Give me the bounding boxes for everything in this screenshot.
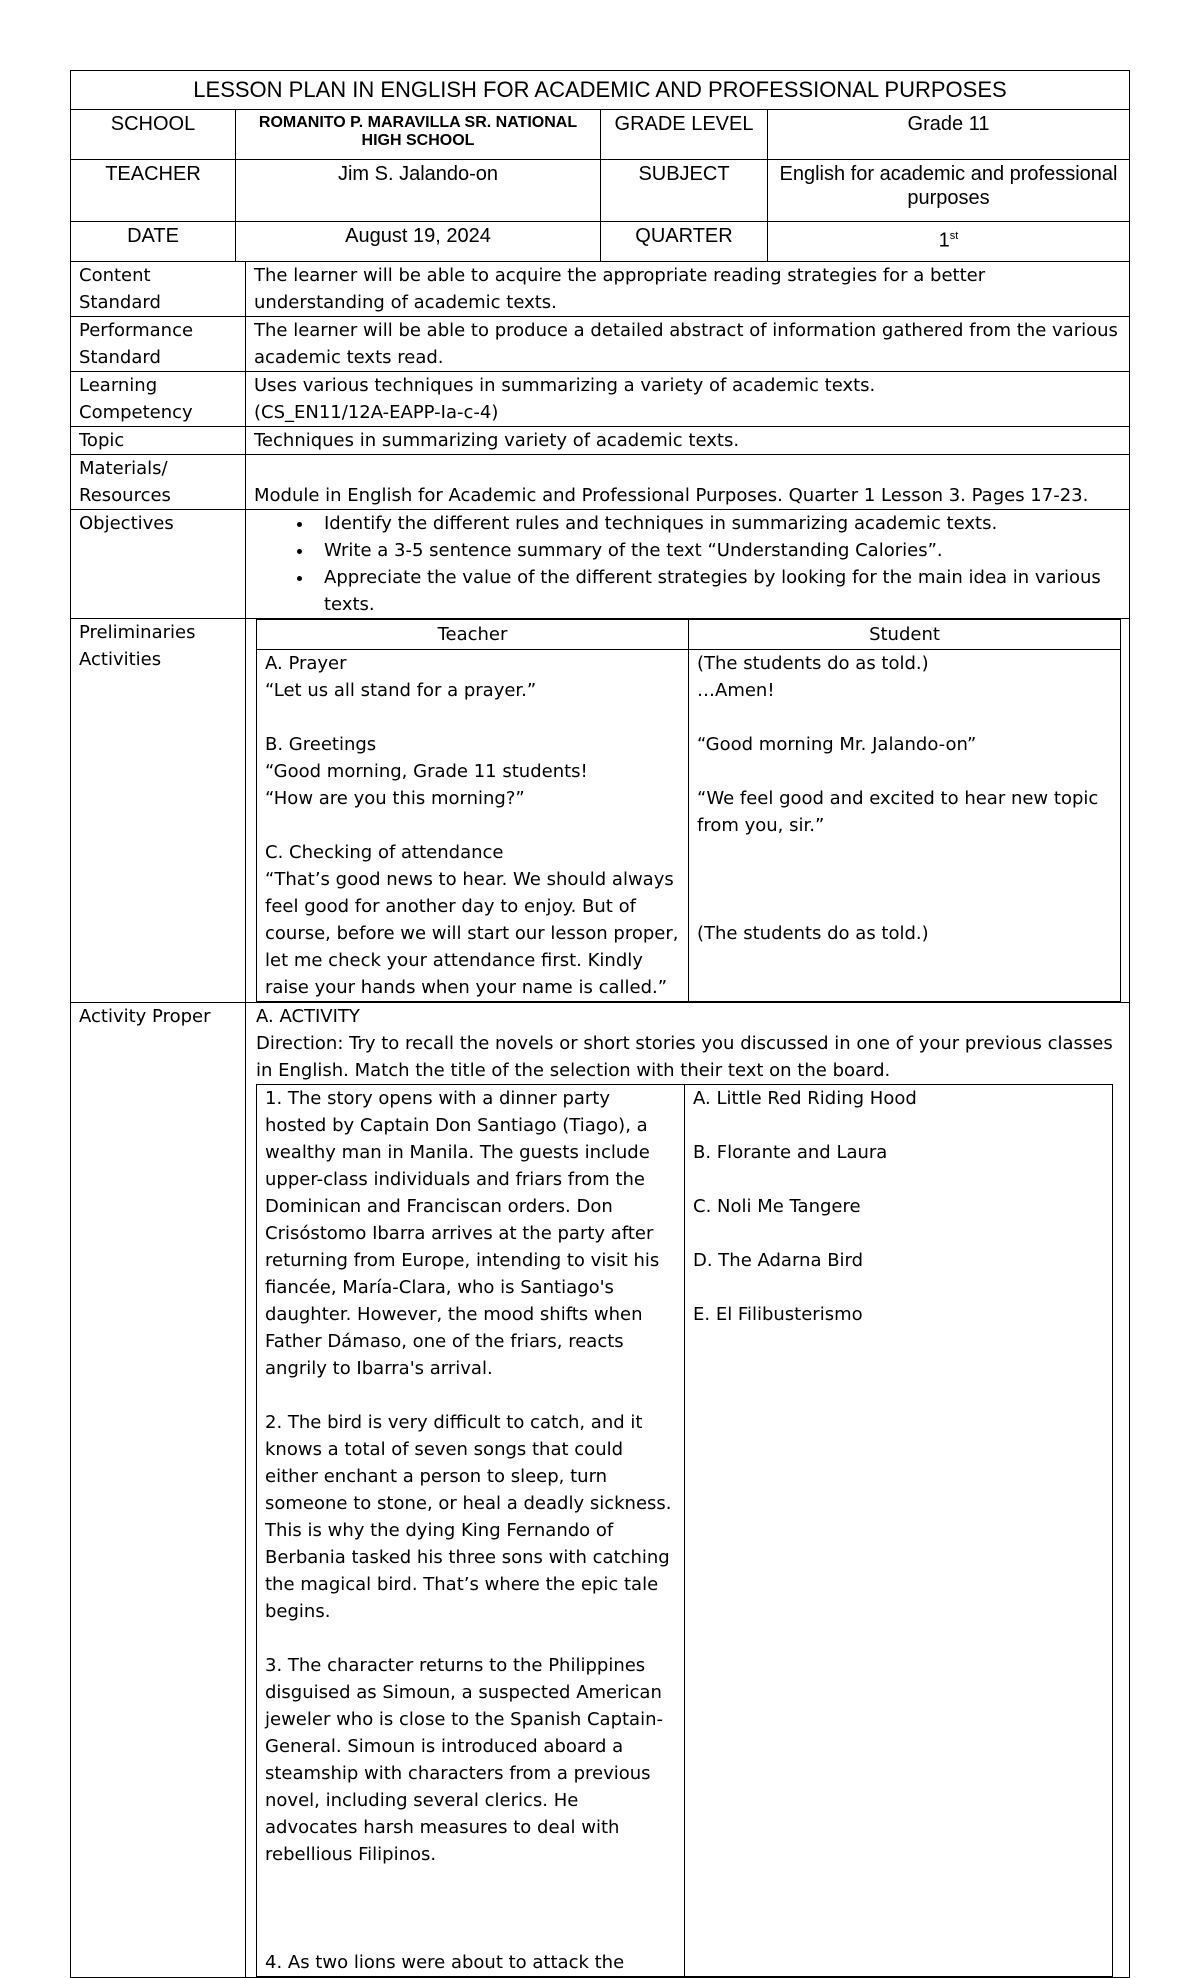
title-choice: E. El Filibusterismo <box>693 1304 863 1325</box>
objectives-label: Objectives <box>71 510 246 619</box>
date-value: August 19, 2024 <box>236 222 601 262</box>
matching-table <box>256 1084 1113 1977</box>
attendance-line: “That’s good news to hear. We should always feel good for another day to enjoy. But of course, before we will start our lesson proper, let me check your attendance first. Kindly raise your hands when your name is called.” <box>265 869 679 998</box>
learning-competency-value: Uses various techniques in summarizing a variety of academic texts. <box>254 375 876 396</box>
header-table <box>70 70 1130 262</box>
greetings-title: B. Greetings <box>265 734 377 755</box>
matching-titles-column <box>685 1085 1113 1977</box>
performance-standard-value: The learner will be able to produce a detailed abstract of information gathered from the various academic texts read. <box>246 317 1130 372</box>
teacher-value: Jim S. Jalando-on <box>236 160 601 222</box>
student-column-header: Student <box>689 620 1121 650</box>
learning-competency-cell <box>246 372 1130 427</box>
prayer-line: “Let us all stand for a prayer.” <box>265 680 537 701</box>
objective-item: • Appreciate the value of the different strategies by looking for the main idea in various texts. <box>314 564 1121 618</box>
student-response: (The students do as told.) <box>697 653 929 674</box>
lesson-plan-page <box>70 70 1130 1978</box>
materials-label: Materials/ Resources <box>71 455 246 510</box>
matching-texts-column <box>257 1085 685 1977</box>
student-column <box>689 650 1121 1002</box>
quarter-number: 1 <box>938 229 950 252</box>
activity-heading: A. ACTIVITY <box>256 1006 360 1027</box>
performance-standard-label: Performance Standard <box>71 317 246 372</box>
preliminaries-cell <box>246 619 1130 1003</box>
objectives-cell <box>246 510 1130 619</box>
date-label: DATE <box>71 222 236 262</box>
quarter-label: QUARTER <box>601 222 768 262</box>
title-choice: C. Noli Me Tangere <box>693 1196 861 1217</box>
content-standard-value: The learner will be able to acquire the appropriate reading strategies for a better understanding of academic texts. <box>246 262 1130 317</box>
learning-competency-code: (CS_EN11/12A-EAPP-Ia-c-4) <box>254 402 499 423</box>
quarter-value <box>768 222 1130 262</box>
preliminaries-table <box>256 619 1121 1002</box>
content-standard-label: Content Standard <box>71 262 246 317</box>
prayer-title: A. Prayer <box>265 653 347 674</box>
attendance-title: C. Checking of attendance <box>265 842 504 863</box>
student-response: “Good morning Mr. Jalando-on” <box>697 734 977 755</box>
topic-label: Topic <box>71 427 246 455</box>
materials-cell <box>246 455 1130 510</box>
greetings-line: “How are you this morning?” <box>265 788 525 809</box>
learning-competency-label: Learning Competency <box>71 372 246 427</box>
matching-text-item: 3. The character returns to the Philippines disguised as Simoun, a suspected American jeweler who is close to the Spanish Captain-General. Simoun is introduced aboard a steamship with characters from a previous novel, including several clerics. He advocates harsh measures to deal with rebellious Filipinos. <box>265 1655 663 1865</box>
school-value: ROMANITO P. MARAVILLA SR. NATIONAL HIGH SCHOOL <box>236 110 601 160</box>
title-choice: B. Florante and Laura <box>693 1142 888 1163</box>
title-choice: D. The Adarna Bird <box>693 1250 864 1271</box>
objective-item: • Identify the different rules and techniques in summarizing academic texts. <box>314 510 1121 537</box>
title-choice: A. Little Red Riding Hood <box>693 1088 917 1109</box>
activity-direction: Direction: Try to recall the novels or short stories you discussed in one of your previous classes in English. Match the title of the selection with their text on the board. <box>256 1033 1113 1081</box>
document-title: LESSON PLAN IN ENGLISH FOR ACADEMIC AND PROFESSIONAL PURPOSES <box>71 71 1130 110</box>
grade-label: GRADE LEVEL <box>601 110 768 160</box>
preliminaries-label: Preliminaries Activities <box>71 619 246 1003</box>
topic-value: Techniques in summarizing variety of academic texts. <box>246 427 1130 455</box>
teacher-column-header: Teacher <box>257 620 689 650</box>
grade-value: Grade 11 <box>768 110 1130 160</box>
teacher-column <box>257 650 689 1002</box>
lesson-table <box>70 261 1130 1978</box>
school-label: SCHOOL <box>71 110 236 160</box>
student-response: (The students do as told.) <box>697 923 929 944</box>
matching-text-item: 1. The story opens with a dinner party hosted by Captain Don Santiago (Tiago), a wealthy man in Manila. The guests include upper-class individuals and friars from the Dominican and Franciscan orders. Don Crisóstomo Ibarra arrives at the party after returning from Europe, intending to visit his fiancée, María-Clara, who is Santiago's daughter. However, the mood shifts when Father Dámaso, one of the friars, reacts angrily to Ibarra's arrival. <box>265 1088 660 1379</box>
greetings-line: “Good morning, Grade 11 students! <box>265 761 588 782</box>
subject-value: English for academic and professional purposes <box>768 160 1130 222</box>
materials-value: Module in English for Academic and Professional Purposes. Quarter 1 Lesson 3. Pages 17-23. <box>254 485 1089 506</box>
teacher-label: TEACHER <box>71 160 236 222</box>
objective-item: • Write a 3-5 sentence summary of the text “Understanding Calories”. <box>314 537 1121 564</box>
matching-text-item: 2. The bird is very difficult to catch, and it knows a total of seven songs that could either enchant a person to sleep, turn someone to stone, or heal a deadly sickness. This is why the dying King Fernando of Berbania tasked his three sons with catching the magical bird. That’s where the epic tale begins. <box>265 1412 672 1622</box>
subject-label: SUBJECT <box>601 160 768 222</box>
quarter-suffix: st <box>949 230 959 242</box>
activity-proper-cell <box>246 1003 1130 1978</box>
objectives-list <box>254 510 1121 618</box>
matching-text-item: 4. As two lions were about to attack the <box>265 1952 625 1973</box>
student-response: …Amen! <box>697 680 775 701</box>
activity-proper-label: Activity Proper <box>71 1003 246 1978</box>
student-response: “We feel good and excited to hear new topic from you, sir.” <box>697 788 1099 836</box>
